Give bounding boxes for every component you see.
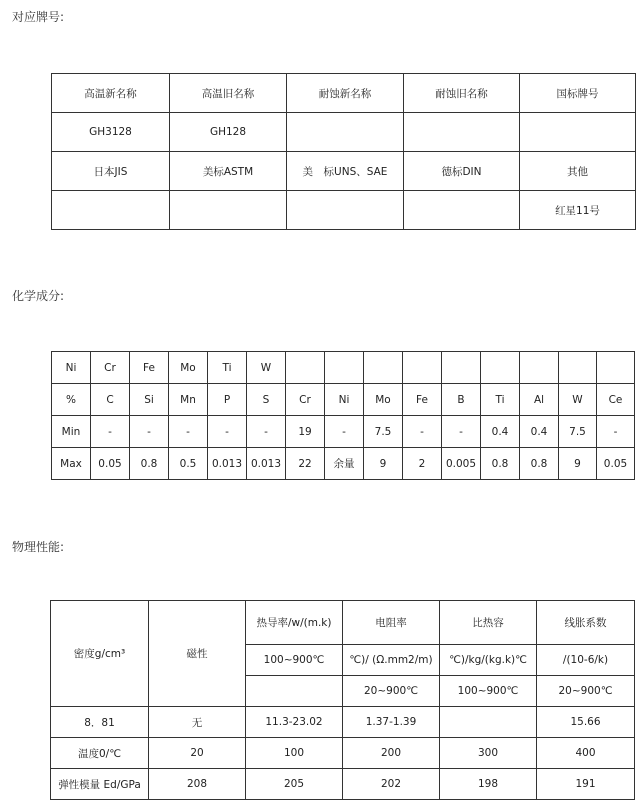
table-cell [170,191,287,230]
section-heading-designations: 对应牌号: [12,10,65,24]
table-cell: - [403,416,442,448]
table-cell: 高温新名称 [52,74,170,113]
table-cell: 0.013 [247,448,286,480]
table-cell: 100~900℃ [246,645,343,676]
section-heading-chemistry: 化学成分: [12,289,65,303]
table-cell: 无 [149,707,246,738]
table-cell: 100 [246,738,343,769]
table-cell: B [442,384,481,416]
table-cell: 弹性模量 Ed/GPa [51,769,149,800]
table-cell: 100~900℃ [440,676,537,707]
table-cell: 2 [403,448,442,480]
table-row [51,769,635,800]
resistivity-header-cell: 电阻率 [343,601,440,645]
table-row [51,707,635,738]
table-cell [364,352,403,384]
table-cell: 9 [364,448,403,480]
table-cell [520,352,559,384]
table-cell: - [130,416,169,448]
table-cell [481,352,520,384]
table-cell: ℃)/kg/(kg.k)℃ [440,645,537,676]
table-cell [246,676,343,707]
table-cell: Si [130,384,169,416]
table-cell: 0.05 [597,448,635,480]
table-cell: GH128 [170,113,287,152]
table-cell: 美 标UNS、SAE [287,152,404,191]
table-cell: 耐蚀新名称 [287,74,404,113]
table-cell: 20 [149,738,246,769]
table-cell: 其他 [520,152,636,191]
table-row [52,416,635,448]
section-heading-physical: 物理性能: [12,540,65,554]
table-cell: Cr [286,384,325,416]
table-cell: 205 [246,769,343,800]
table-cell: 200 [343,738,440,769]
table-cell: 19 [286,416,325,448]
table-cell: 0.8 [520,448,559,480]
table-cell: 0.005 [442,448,481,480]
table-cell: 20~900℃ [537,676,635,707]
table-cell [597,352,635,384]
table-cell: Cr [91,352,130,384]
table-cell: 8．81 [51,707,149,738]
table-row [51,601,635,645]
table-row [52,352,635,384]
table-cell: 0.4 [481,416,520,448]
table-row [52,191,636,230]
table-cell: Mo [364,384,403,416]
table-cell: 9 [559,448,597,480]
table-cell: P [208,384,247,416]
table-cell [559,352,597,384]
table-cell: 红星11号 [520,191,636,230]
table-cell: 0.5 [169,448,208,480]
table-cell [325,352,364,384]
table-cell: Mn [169,384,208,416]
table-cell: 22 [286,448,325,480]
table-cell: 300 [440,738,537,769]
table-cell: - [247,416,286,448]
chemistry-table [51,351,635,480]
table-cell: W [559,384,597,416]
table-cell: 温度0/℃ [51,738,149,769]
table-cell: S [247,384,286,416]
table-cell: - [169,416,208,448]
table-cell: Ti [208,352,247,384]
thermal-conductivity-header-cell: 热导率/w/(m.k) [246,601,343,645]
table-cell: 208 [149,769,246,800]
table-cell [287,191,404,230]
table-cell [52,191,170,230]
specific-heat-header-cell: 比热容 [440,601,537,645]
table-cell: 0.8 [130,448,169,480]
table-cell: - [208,416,247,448]
table-cell: Ni [325,384,364,416]
table-cell [286,352,325,384]
table-cell: Fe [403,384,442,416]
table-cell: 日本JIS [52,152,170,191]
table-cell [403,352,442,384]
table-cell: W [247,352,286,384]
table-cell [440,707,537,738]
expansion-header-cell: 线胀系数 [537,601,635,645]
table-cell: 15.66 [537,707,635,738]
table-cell: 202 [343,769,440,800]
table-cell: - [91,416,130,448]
table-cell: 0.013 [208,448,247,480]
table-cell: - [597,416,635,448]
table-row [52,152,636,191]
table-cell: - [442,416,481,448]
table-cell: % [52,384,91,416]
table-cell: 0.8 [481,448,520,480]
table-cell [404,113,520,152]
table-cell [442,352,481,384]
designations-table [51,73,636,230]
table-cell: Al [520,384,559,416]
density-header-cell: 密度g/cm³ [51,601,149,707]
physical-properties-table [50,600,635,800]
table-cell [520,113,636,152]
table-row [52,113,636,152]
table-cell: 耐蚀旧名称 [404,74,520,113]
table-cell: 1.37-1.39 [343,707,440,738]
table-cell [404,191,520,230]
table-cell: 198 [440,769,537,800]
table-cell: 191 [537,769,635,800]
table-cell: 7.5 [559,416,597,448]
table-cell: /(10-6/k) [537,645,635,676]
table-cell: Ce [597,384,635,416]
table-cell: 400 [537,738,635,769]
table-cell: ℃)/ (Ω.mm2/m) [343,645,440,676]
table-cell [287,113,404,152]
table-cell: Fe [130,352,169,384]
table-cell: C [91,384,130,416]
table-cell: GH3128 [52,113,170,152]
table-row [52,448,635,480]
table-row [52,74,636,113]
table-cell: Max [52,448,91,480]
table-cell: Ni [52,352,91,384]
table-cell: 7.5 [364,416,403,448]
table-cell: 20~900℃ [343,676,440,707]
table-cell: Ti [481,384,520,416]
magnetism-header-cell: 磁性 [149,601,246,707]
table-cell: 11.3-23.02 [246,707,343,738]
table-cell: 0.4 [520,416,559,448]
table-cell: Mo [169,352,208,384]
table-cell: 美标ASTM [170,152,287,191]
table-cell: 高温旧名称 [170,74,287,113]
table-cell: Min [52,416,91,448]
table-cell: - [325,416,364,448]
table-cell: 德标DIN [404,152,520,191]
table-row [52,384,635,416]
table-row [51,738,635,769]
table-cell: 余量 [325,448,364,480]
table-cell: 0.05 [91,448,130,480]
table-cell: 国标牌号 [520,74,636,113]
